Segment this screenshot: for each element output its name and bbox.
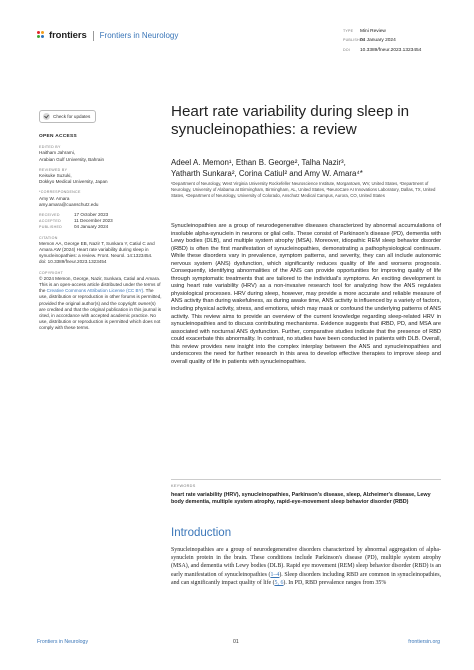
frontiers-logo[interactable] xyxy=(37,30,178,41)
affiliations: ¹Department of Neurology, West Virginia University Rockefeller Neuroscience Institute, Morgantown, WV, United States, ²Department of Neurology, University of Alabama at Birmingham, Birmingham, AL, United States, ³NeuroCare AI Innovations Laboratory, Dallas, TX, United States, ⁴Department of Neurology, University of Colorado, Anschutz Medical Campus, Aurora, CO, United States xyxy=(171,181,436,198)
accepted-label: ACCEPTED xyxy=(39,219,61,224)
author-list xyxy=(171,157,441,180)
frontiers-logo-mark-icon xyxy=(37,31,46,40)
introduction-text: Synucleinopathies are a group of neurodegenerative disorders characterized by abnormal aggregation of alpha-synuclein protein in the brain. These conditions include Parkinson's disease (PD), multiple system atrophy (MSA), and dementia with Lewy bodies (DLB). Rapid eye movement (REM) sleep behavior disorder (RBD) is an early manifestation of synucleinopathies (1–4). Sleep disorders including RBD are common in synucleinopathies, and can significantly impact quality of life (5, 6). In PD, RBD prevalence ranges from 35% xyxy=(171,547,441,586)
cc-by-license-link[interactable]: Creative Commons Attribution License (CC BY) xyxy=(46,288,144,294)
keywords-label: KEYWORDS xyxy=(171,484,196,488)
received-label: RECEIVED xyxy=(39,213,60,218)
footer-journal-link[interactable]: Frontiers in Neurology xyxy=(37,639,89,645)
citation: Memon AA, George EB, Nazir T, Sunkara Y, Catiul C and Amara AW (2024) Heart rate variability during sleep in synucleinopathies: a review. Front. Neurol. 14:1323454. doi: 10.3389/fneur.2023.1323454 xyxy=(39,240,155,265)
citation-link[interactable]: 1–4 xyxy=(270,571,280,578)
published-date: 04 January 2024 xyxy=(74,224,109,230)
open-access-label: OPEN ACCESS xyxy=(39,134,78,139)
accepted-date: 11 December 2023 xyxy=(74,218,113,224)
article-info-sidebar xyxy=(39,134,163,332)
copyright: © 2024 Memon, George, Nazir, Sunkara, Catiul and Amara. This is an open-access article distributed under the terms of the Creative Commons Attribution License (CC BY). The use, distribution or reproduction in other forums is permitted, provided the original author(s) and the copyright owner(s) are credited and that the original publication in this journal is cited, in accordance with accepted academic practice. No use, distribution or reproduction is permitted which does not comply with these terms. xyxy=(39,275,162,331)
copyright-label: COPYRIGHT xyxy=(39,270,64,275)
journal-name[interactable]: Frontiers in Neurology xyxy=(99,31,179,40)
brand-name: frontiers xyxy=(49,30,87,41)
authors-line-1: Adeel A. Memon¹, Ethan B. George², Talha Nazir³, xyxy=(171,158,346,167)
footer-site-link[interactable]: frontiersin.org xyxy=(408,639,440,645)
edited-by-label: EDITED BY xyxy=(39,145,61,150)
correspondence-label: *CORRESPONDENCE xyxy=(39,190,81,195)
meta-published: PUBLISHED04 January 2024 xyxy=(343,38,396,44)
citation-label: CITATION xyxy=(39,235,58,240)
reviewed-by-label: REVIEWED BY xyxy=(39,167,68,172)
check-for-updates-button[interactable] xyxy=(39,110,96,123)
citation-link[interactable]: 5, 6 xyxy=(274,579,284,586)
page-number: 01 xyxy=(233,639,239,645)
keywords: heart rate variability (HRV), synucleinopathies, Parkinson's disease, sleep, Alzheimer's disease, Lewy body dementia, multiple system atrophy, rapid-eye-movement sleep behavior disorder (RBD) xyxy=(171,492,431,506)
edited-by: Haitham Jahrami, Arabian Gulf University, Bahrain xyxy=(39,150,105,162)
article-title: Heart rate variability during sleep in synucleinopathies: a review xyxy=(171,103,410,138)
keywords-divider xyxy=(171,479,441,480)
header-divider xyxy=(93,31,94,41)
check-for-updates-label: Check for updates xyxy=(53,114,91,119)
received-date: 17 October 2023 xyxy=(74,212,109,218)
article-meta xyxy=(343,27,421,55)
published-label: PUBLISHED xyxy=(39,225,63,230)
introduction-heading: Introduction xyxy=(171,527,232,539)
correspondence[interactable]: Amy W. Amara amy.amara@cuanschutz.edu xyxy=(39,195,99,207)
check-icon xyxy=(43,113,50,120)
meta-type: TYPE Mini Review xyxy=(343,29,386,34)
article-dates xyxy=(39,212,163,231)
reviewed-by: Keisuke Suzuki, Dokkyo Medical University, Japan xyxy=(39,173,108,185)
abstract: Synucleinopathies are a group of neurodegenerative diseases characterized by abnormal accumulations of insoluble alpha-synuclein in neurons or glial cells. These consist of Parkinson's disease (PD), dementia with Lewy bodies (DLB), and multiple system atrophy (MSA). Moreover, idiopathic REM sleep behavior disorder (iRBD) is often the first manifestation of synucleinopathies, demonstrating a pathophysiological continuum. While these disorders vary in prevalence, symptom patterns, and severity, they can all include autonomic nervous system (ANS) dysfunction, which significantly reduces quality of life and worsens prognosis. Consequently, identifying abnormalities of the ANS can provide opportunities for improving quality of life through symptomatic treatments that are tailored to the individual's symptoms. An exciting development is using heart rate variability (HRV) as a non-invasive research tool for analyzing how the ANS regulates physiological processes. HRV during sleep, however, may provide a more accurate and reliable measure of ANS activity than during wakefulness, as during awake time, ANS activity is influenced by a variety of factors, including physical activity, stress, and emotions, which may mask or confound the underlying patterns of ANS activity. This review aims to provide an overview of the current knowledge regarding sleep-related HRV in synucleinopathies and to discuss contributing mechanisms. Evidence suggests that iRBD, PD, and MSA are associated with nocturnal ANS dysfunction. Further, comparative studies indicate that the presence of RBD could exacerbate this abnormality. In contrast, no studies have been conducted in patients with DLB. Overall, this review provides new insight into the complex interplay between the ANS and synucleinopathies and underscores the need for further research in this area to develop effective therapies to improve sleep and overall quality of life in patients with synucleinopathies. xyxy=(171,223,441,365)
meta-doi: DOI 10.3389/fneur.2023.1323454 xyxy=(343,47,422,53)
authors-line-2: Yatharth Sunkara², Corina Catiul² and Amy W. Amara⁴* xyxy=(171,169,363,179)
